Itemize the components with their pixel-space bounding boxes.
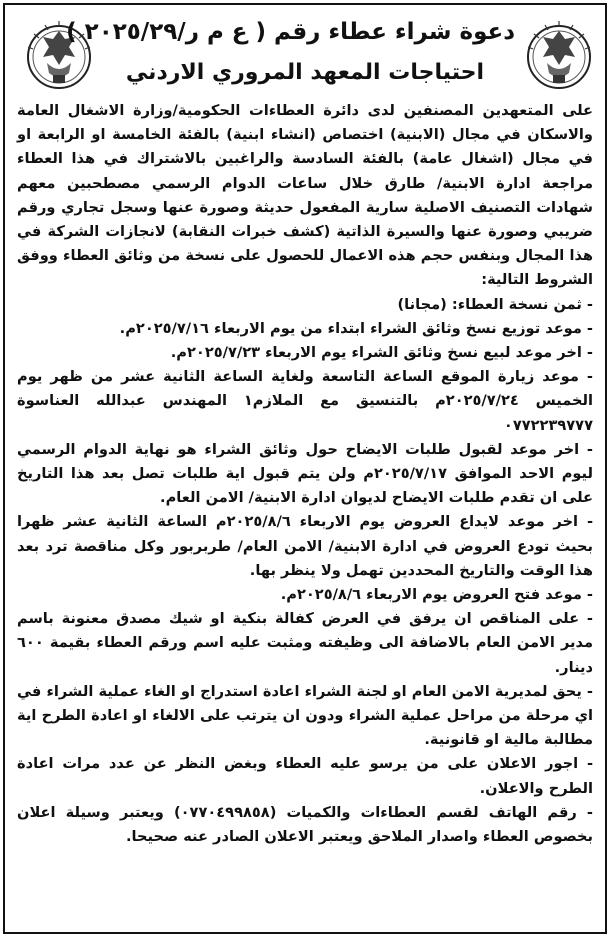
condition-item: - ثمن نسخة العطاء: (مجانا)	[397, 295, 593, 313]
condition-item: - رقم الهاتف لقسم العطاءات والكميات (٠٧٧٠٤٩٩٨٥٨) ويعتبر وسيلة اعلان بخصوص العطاء واصدار الملاحق ويعتبر الاعلان الصادر عنه صحيحا.	[17, 803, 593, 846]
jordan-public-security-emblem-icon	[523, 17, 595, 93]
condition-item: - موعد فتح العروض يوم الاربعاء ٢٠٢٥/٨/٦م.	[280, 586, 593, 604]
intro-paragraph: على المتعهدين المصنفين لدى دائرة العطاءات الحكومية/وزارة الاشغال العامة والاسكان في مجال (الابنية) اختصاص (انشاء ابنية) بالفئة الخامسة او الرابعة او في مجال (اشغال عامة) بالفئة السادسة والراغبين بالاشتراك في هذا العطاء مراجعة ادارة الابنية/ طارق خلال ساعات الدوام الرسمي مصطحبين معهم شهادات التصنيف الاصلية سارية المفعول حديثة وصورة عنها وسجل تجاري ورقم ضريبي وصورة عنها والسيرة الذاتية (كشف خبرات النقابة) لانجازات الشركة في هذا المجال وبنفس حجم هذه الاعمال للحصول على نسخة من وثائق العطاء ووفق الشروط التالية:	[17, 102, 593, 289]
condition-item: - اخر موعد لبيع نسخ وثائق الشراء يوم الاربعاء ٢٠٢٥/٧/٢٣م.	[170, 344, 593, 362]
announcement-title: دعوة شراء عطاء رقم ( ع م ر/٢٠٢٥/٢٩ )	[66, 19, 515, 45]
condition-item: - اخر موعد لايداع العروض يوم الاربعاء ٢٠٢٥/٨/٦م الساعة الثانية عشر ظهرا بحيث تودع العروض في ادارة الابنية/ الامن العام/ طربربور وكل مناقصة ترد بعد هذا الوقت والتاريخ المحددين تهمل ولا ينظر بها.	[17, 513, 593, 579]
announcement-frame	[3, 3, 607, 934]
announcement-body	[17, 99, 593, 849]
announcement-header	[5, 5, 605, 100]
condition-item: - اخر موعد لقبول طلبات الايضاح حول وثائق الشراء هو نهاية الدوام الرسمي ليوم الاحد الموافق ٢٠٢٥/٧/١٧م ولن يتم قبول اية طلبات تصل بعد هذا التاريخ على ان تقدم طلبات الايضاح لديوان ادارة الابنية/ الامن العام.	[17, 440, 593, 507]
condition-item: - على المناقص ان يرفق في العرض كفالة بنكية او شيك مصدق معنونة باسم مدير الامن العام بالاضافة الى وظيفته ومثبت عليه اسم ورقم العطاء بقيمة ٦٠٠ دينار.	[17, 610, 593, 676]
announcement-subtitle: احتياجات المعهد المروري الاردني	[125, 60, 485, 85]
condition-item: - يحق لمديرية الامن العام او لجنة الشراء اعادة استدراج او الغاء عملية الشراء في اي مرحلة من مراحل عملية الشراء ودون ان يترتب على الالغاء او اعادة الطرح اية مطالبة مالية او قانونية.	[17, 682, 593, 749]
condition-item: - اجور الاعلان على من يرسو عليه العطاء وبغض النظر عن عدد مرات اعادة الطرح والاعلان.	[17, 755, 593, 797]
condition-item: - موعد توزيع نسخ وثائق الشراء ابتداء من يوم الاربعاء ٢٠٢٥/٧/١٦م.	[119, 319, 593, 337]
condition-item: - موعد زيارة الموقع الساعة التاسعة ولغاية الساعة الثانية عشر من ظهر يوم الخميس ٢٠٢٥/٧/٢٤م بالتنسيق مع الملازم١ المهندس عبدالله العناسوة ٠٧٧٢٢٣٩٧٧٧	[17, 368, 594, 434]
